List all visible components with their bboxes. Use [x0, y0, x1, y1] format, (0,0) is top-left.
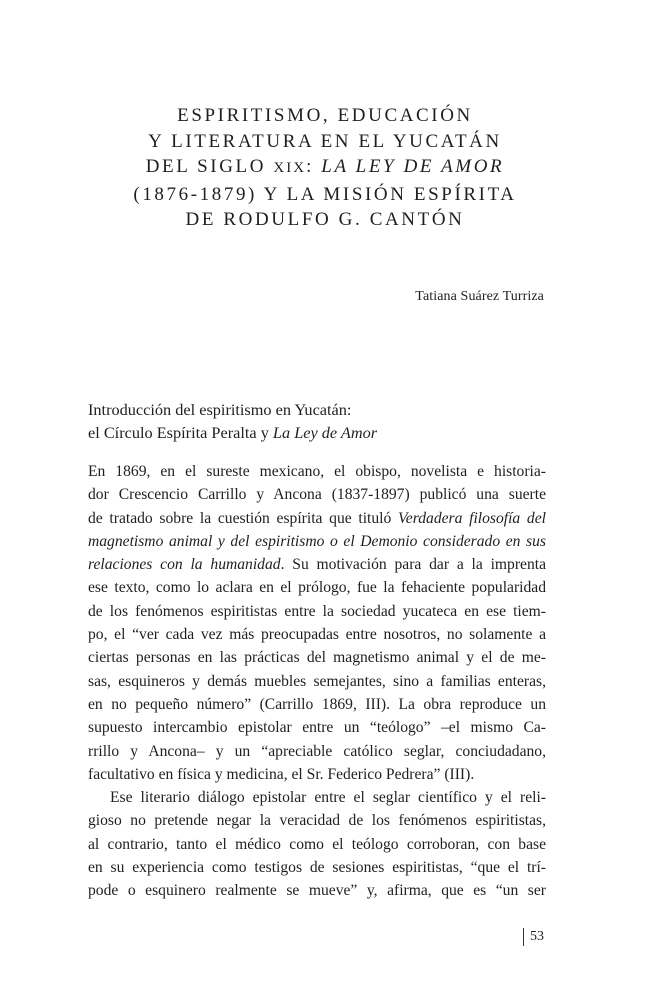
title-line: (1876-1879) Y LA MISIÓN ESPÍRITA — [133, 183, 517, 205]
body-text: . Su motivación para dar a la imprenta — [280, 556, 547, 574]
title-line: Y LITERATURA EN EL YUCATÁN — [148, 130, 502, 152]
body-line — [88, 553, 546, 576]
body-line: pode o esquinero realmente se mueve” y, afirma, que es “un ser — [88, 882, 546, 900]
body-line: al contrario, tanto el médico como el teólogo corroboran, con base — [88, 835, 546, 853]
body-line — [88, 530, 546, 553]
title-line — [60, 154, 590, 182]
heading-line — [88, 421, 548, 444]
title-italic: LA LEY DE AMOR — [321, 156, 505, 177]
body-line: En 1869, en el sureste mexicano, el obispo, novelista e historia- — [88, 463, 546, 480]
body-line: facultativo en física y medicina, el Sr. Federico Pedrera” (III). — [88, 765, 475, 783]
body-line: sas, esquineros y demás muebles semejantes, sino a familias enteras, — [88, 672, 546, 690]
body-line: gioso no pretende negar la veracidad de los fenómenos espiritistas, — [88, 812, 546, 830]
page-number — [523, 928, 544, 946]
heading-italic: La Ley de Amor — [272, 423, 378, 442]
body-line: dor Crescencio Carrillo y Ancona (1837-1897) publicó una suerte — [88, 486, 546, 504]
article-title — [60, 103, 590, 233]
folio-divider — [523, 928, 524, 946]
title-line: DE RODULFO G. CANTÓN — [185, 209, 465, 230]
title-text: DEL SIGLO — [145, 156, 274, 177]
section-heading — [88, 398, 548, 444]
body-line: ese texto, como lo aclara en el prólogo, fue la fehaciente popularidad — [88, 579, 546, 597]
body-line: ciertas personas en las prácticas del magnetismo animal y el de me- — [88, 649, 546, 667]
heading-text: el Círculo Espírita Peralta y — [88, 423, 273, 442]
title-smallcaps: XIX — [273, 160, 307, 176]
title-line: ESPIRITISMO, EDUCACIÓN — [177, 105, 473, 126]
body-line: supuesto intercambio epistolar entre un “teólogo” –el mismo Ca- — [88, 719, 546, 737]
body-line — [88, 507, 546, 530]
title-text: : — [306, 156, 322, 177]
heading-line: Introducción del espiritismo en Yucatán: — [88, 400, 352, 419]
body-paragraphs — [88, 460, 546, 903]
author-name: Tatiana Suárez Turriza — [415, 289, 544, 304]
book-title-italic: Verdadera filosofía del — [398, 509, 546, 527]
book-title-italic: relaciones con la humanidad — [88, 556, 281, 574]
body-line: en no pequeño número” (Carrillo 1869, III). La obra reproduce un — [88, 695, 546, 713]
body-line: de los fenómenos espiritistas entre la sociedad yucateca en ese tiem- — [88, 602, 546, 620]
body-line: Ese literario diálogo epistolar entre el seglar científico y el reli- — [110, 789, 546, 807]
page-number-text: 53 — [530, 929, 544, 944]
book-title-italic: magnetismo animal y del espiritismo o el Demonio considerado en sus — [88, 532, 546, 550]
body-text: de tratado sobre la cuestión espírita que tituló — [88, 509, 399, 527]
body-line: po, el “ver cada vez más preocupadas entre nosotros, no solamente a — [88, 626, 546, 644]
body-line: en su experiencia como testigos de sesiones espiritistas, “que el trí- — [88, 859, 546, 877]
body-line: rrillo y Ancona– y un “apreciable católico seglar, conciudadano, — [88, 742, 546, 760]
